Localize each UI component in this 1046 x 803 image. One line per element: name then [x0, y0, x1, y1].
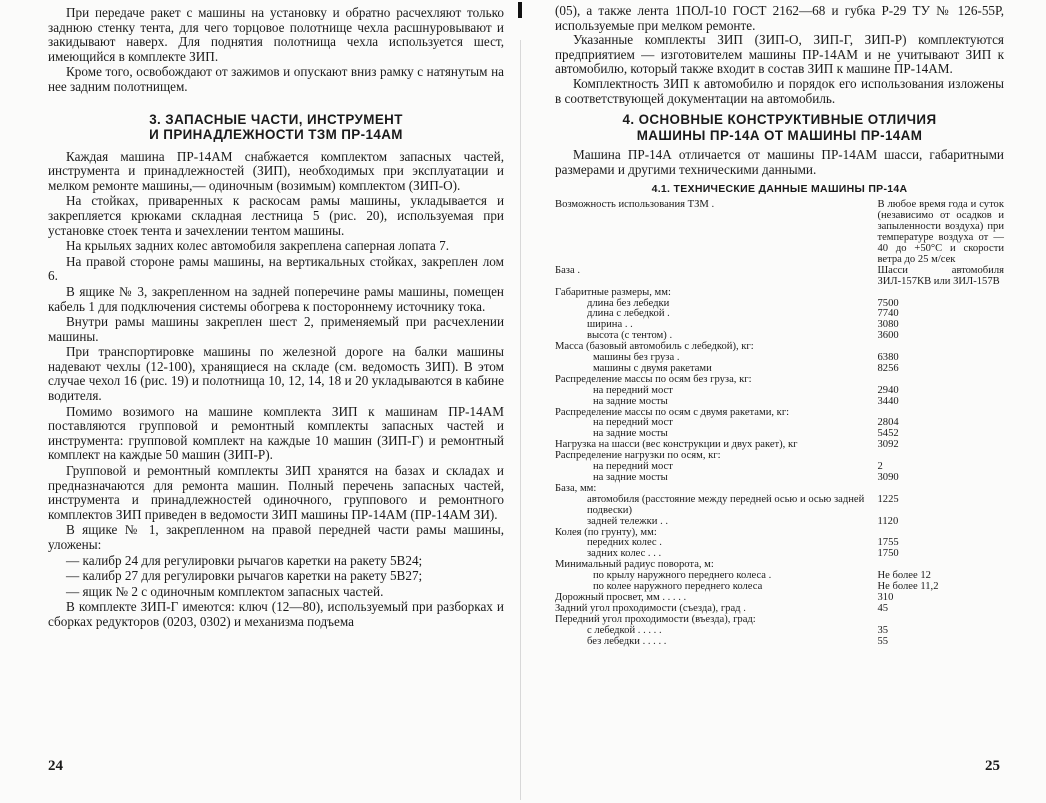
leader-dots: . .: [657, 515, 669, 527]
spec-label-text: Распределение массы по осям без груза, кг:: [555, 373, 752, 385]
spec-value: [877, 288, 1004, 299]
spec-label-text: по колее наружного переднего колеса: [593, 581, 763, 593]
spec-value: 1755: [877, 537, 899, 549]
paragraph: Помимо возимого на машине комплекта ЗИП к машинам ПР-14АМ поставляются групповой и ремонтный комплекты запасных частей и инструмента: групповой комплект на каждые 10 машин (ЗИП-Г) и ремонтный комплект на каждые 50 машин (ЗИП-Р).: [48, 403, 504, 463]
section-heading: 3. ЗАПАСНЫЕ ЧАСТИ, ИНСТРУМЕНТ: [149, 111, 403, 127]
spec-value: 3090: [877, 472, 899, 483]
spec-label-text: База: [555, 264, 575, 276]
spec-label-text: на передний мост: [593, 417, 673, 429]
spec-value: 55: [877, 635, 889, 647]
spec-table: [555, 200, 1004, 647]
spec-label-text: Колея (по грунту), мм:: [555, 526, 657, 538]
spec-label: [555, 495, 877, 517]
spec-label: [555, 637, 877, 648]
paragraph: Указанные комплекты ЗИП (ЗИП-О, ЗИП-Г, ЗИП-Р) комплектуются предприятием — изготовителем машины ПР-14АМ и не учитывают ЗИП к автомобилю, который также входит в состав ЗИП к машине ПР-14АМ.: [555, 32, 1004, 77]
spec-row: [555, 637, 1004, 648]
leader-dots: .: [674, 352, 680, 364]
paragraph: В комплекте ЗИП-Г имеются: ключ (12—80), используемый при разборках и сборках редукторов (0203, 0302) и механизма подъема: [48, 599, 504, 629]
paragraph: Комплектность ЗИП к автомобилю и порядок его использования изложены в соответствующей документации на автомобиль.: [555, 75, 1004, 106]
paragraph: При транспортировке машины по железной дороге на балки машины надевают чехлы (12-100), хранящиеся на складе (см. ведомость ЗИП). В этом случае чехол 16 (рис. 19) и полотнища 10, 12, 14, 18 и 20 укладываются в кабине водителя.: [48, 344, 504, 404]
spec-label-text: Нагрузка на шасси (вес конструкции и двух ракет), кг: [555, 439, 798, 451]
spec-label-text: длина с лебедкой: [587, 308, 665, 320]
leader-dots: . . . . .: [635, 624, 662, 636]
spec-label-text: длина без лебедки: [587, 297, 670, 309]
spec-label-text: на задние мосты: [593, 472, 668, 483]
leader-dots: .: [664, 308, 670, 320]
right-page: [523, 0, 1046, 803]
spec-label-text: Распределение массы по осям с двумя ракетами, кг:: [555, 406, 790, 418]
spec-label-text: задней тележки: [587, 515, 658, 527]
spec-value: 3092: [877, 439, 899, 451]
spec-label-text: Возможность использования ТЗМ: [555, 199, 709, 211]
spec-value: 5452: [877, 428, 899, 440]
spec-value: 1750: [877, 548, 899, 560]
leader-dots: .: [666, 330, 673, 342]
spec-row: [555, 200, 1004, 265]
spec-value: 45: [877, 602, 889, 614]
spec-label-text: без лебедки: [587, 635, 640, 647]
spec-value: 2804: [877, 417, 899, 429]
spec-label-text: на задние мосты: [593, 428, 668, 440]
spec-label-text: машины с двумя ракетами: [593, 362, 712, 374]
spec-value: Не более 12: [877, 570, 931, 582]
leader-dots: .: [765, 570, 772, 582]
paragraph: Машина ПР-14А отличается от машины ПР-14АМ шасси, габаритными размерами и другими техническими данными.: [555, 147, 1004, 177]
spec-label-text: Распределение нагрузки по осям, кг:: [555, 450, 721, 462]
paragraph: На стойках, приваренных к раскосам рамы машины, укладывается и закрепляется крюками складная лестница 5 (рис. 20), используемая при установке стоек тента и зачехлении тентом машины.: [48, 193, 504, 238]
spec-value: [877, 451, 1004, 462]
gutter-fold: [520, 40, 521, 800]
paragraph: При передаче ракет с машины на установку и обратно расчехляют только заднюю стенку тента, для чего торцовое полотнище чехла расшнуровывают и закидывают наверх. Для поднятия полотнища чехла используется шест, имеющийся в комплекте ЗИП.: [48, 5, 504, 64]
leader-dots: .: [656, 537, 662, 549]
spec-value: 3080: [877, 319, 899, 331]
spec-label-text: автомобиля (расстояние между передней осью и осью задней подвески): [587, 493, 865, 516]
spec-label-text: задних колес: [587, 548, 646, 560]
paragraph: На правой стороне рамы машины, на вертикальных стойках, закреплен лом 6.: [48, 253, 504, 284]
paragraph: Каждая машина ПР-14АМ снабжается комплектом запасных частей, инструмента и принадлежностей (ЗИП), необходимых при эксплуатации и мелком ремонте машины,— одиночным (возимым) комплектом (ЗИП-О).: [48, 148, 504, 193]
section-heading: 4. ОСНОВНЫЕ КОНСТРУКТИВНЫЕ ОТЛИЧИЯ: [622, 112, 937, 128]
spec-value: Шасси автомобиля ЗИЛ-157КВ или ЗИЛ-157В: [877, 264, 1004, 287]
section-heading: МАШИНЫ ПР-14А ОТ МАШИНЫ ПР-14АМ: [636, 127, 923, 143]
leader-dots: . . . . .: [659, 591, 687, 603]
spec-value: 2: [877, 461, 883, 473]
spec-row: [555, 266, 1004, 288]
spec-label: [555, 473, 877, 484]
spec-value: 7740: [877, 308, 899, 320]
spec-value: 310: [877, 591, 894, 603]
paragraph: Групповой и ремонтный комплекты ЗИП хранятся на базах и складах и предназначаются для ремонта машин. Полный перечень запасных частей, инструмента и принадлежностей одиночного, группового и ремонтного комплектов ЗИП приведен в ведомости ЗИП машины ПР-14АМ (ПР-14АМ ЗИ).: [48, 463, 504, 522]
paragraph: Внутри рамы машины закреплен шест 2, применяемый при расчехлении машины.: [48, 314, 504, 344]
paragraph: На крыльях задних колес автомобиля закреплена саперная лопата 7.: [66, 238, 450, 254]
spec-value: 7500: [877, 297, 899, 309]
spec-value: 3440: [877, 395, 899, 407]
subsection-heading: 4.1. ТЕХНИЧЕСКИЕ ДАННЫЕ МАШИНЫ ПР-14А: [651, 183, 908, 196]
spec-label-text: Минимальный радиус поворота, м:: [555, 559, 714, 571]
list-item: — ящик № 2 с одиночным комплектом запасных частей.: [66, 583, 384, 599]
leader-dots: . . .: [645, 548, 662, 560]
spec-label-text: Задний угол проходимости (съезда), град: [555, 602, 741, 614]
spec-label: [555, 200, 877, 265]
spec-value: 8256: [877, 362, 899, 374]
spec-row: [555, 495, 1004, 517]
spec-label-text: ширина: [587, 319, 623, 331]
list-item: — калибр 27 для регулировки рычагов каретки на ракету 5В27;: [66, 568, 423, 584]
spec-row: [555, 473, 1004, 484]
spec-value: 1120: [877, 515, 899, 527]
spec-value: 3600: [877, 330, 899, 342]
spec-value: 6380: [877, 352, 899, 364]
list-item: — калибр 24 для регулировки рычагов каретки на ракету 5В24;: [66, 552, 423, 568]
leader-dots: . .: [622, 319, 633, 331]
leader-dots: .: [740, 602, 746, 614]
leader-dots: .: [574, 264, 580, 276]
leader-dots: .: [708, 199, 715, 211]
paragraph: В ящике № 3, закрепленном на задней поперечине рамы машины, помещен кабель 1 для подключения системы обогрева к постороннему источнику тока.: [48, 283, 504, 314]
spec-label-text: на задние мосты: [593, 395, 668, 407]
spec-label-text: на передний мост: [593, 461, 673, 473]
spec-value: 1225: [877, 493, 899, 505]
paragraph: Кроме того, освобождают от зажимов и опускают вниз рамку с натянутым на нее задним полотнищем.: [48, 64, 504, 94]
spec-label-text: машины без груза: [593, 352, 675, 364]
spec-label-text: Передний угол проходимости (въезда), град:: [555, 613, 756, 625]
left-page: [0, 0, 520, 803]
spec-label-text: Масса (базовый автомобиль с лебедкой), кг:: [555, 341, 754, 353]
spec-label-text: с лебедкой: [587, 624, 636, 636]
page-number: 24: [48, 758, 63, 774]
spec-value: 35: [877, 624, 889, 636]
spec-label-text: Дорожный просвет, мм: [555, 591, 660, 603]
spec-label-text: на передний мост: [593, 384, 673, 396]
spec-label-text: по крылу наружного переднего колеса: [593, 570, 766, 582]
spec-value: [877, 615, 1004, 626]
spec-label-text: передних колес: [587, 537, 657, 549]
paragraph: В ящике № 1, закрепленном на правой передней части рамы машины, уложены:: [48, 522, 504, 552]
spec-label-text: высота (с тентом): [587, 330, 667, 342]
spec-value: Не более 11,2: [877, 581, 939, 593]
spec-label: [555, 266, 877, 288]
spec-value: 2940: [877, 384, 899, 396]
section-heading: И ПРИНАДЛЕЖНОСТИ ТЗМ ПР-14АМ: [149, 127, 403, 143]
spec-label-text: Габаритные размеры, мм:: [555, 286, 671, 298]
leader-dots: . . . . .: [639, 635, 667, 647]
spec-value: В любое время года и суток (независимо от осадков и запыленности воздуха) при температуре воздуха от —40 до +50°С и скорости ветра до 25 м/сек: [877, 199, 1004, 265]
page-number: 25: [985, 758, 1000, 774]
spec-label-text: База, мм:: [555, 482, 597, 494]
paragraph: (05), а также лента 1ПОЛ-10 ГОСТ 2162—68 и губка Р-29 ТУ № 126-55Р, используемые при мелком ремонте.: [555, 3, 1004, 33]
